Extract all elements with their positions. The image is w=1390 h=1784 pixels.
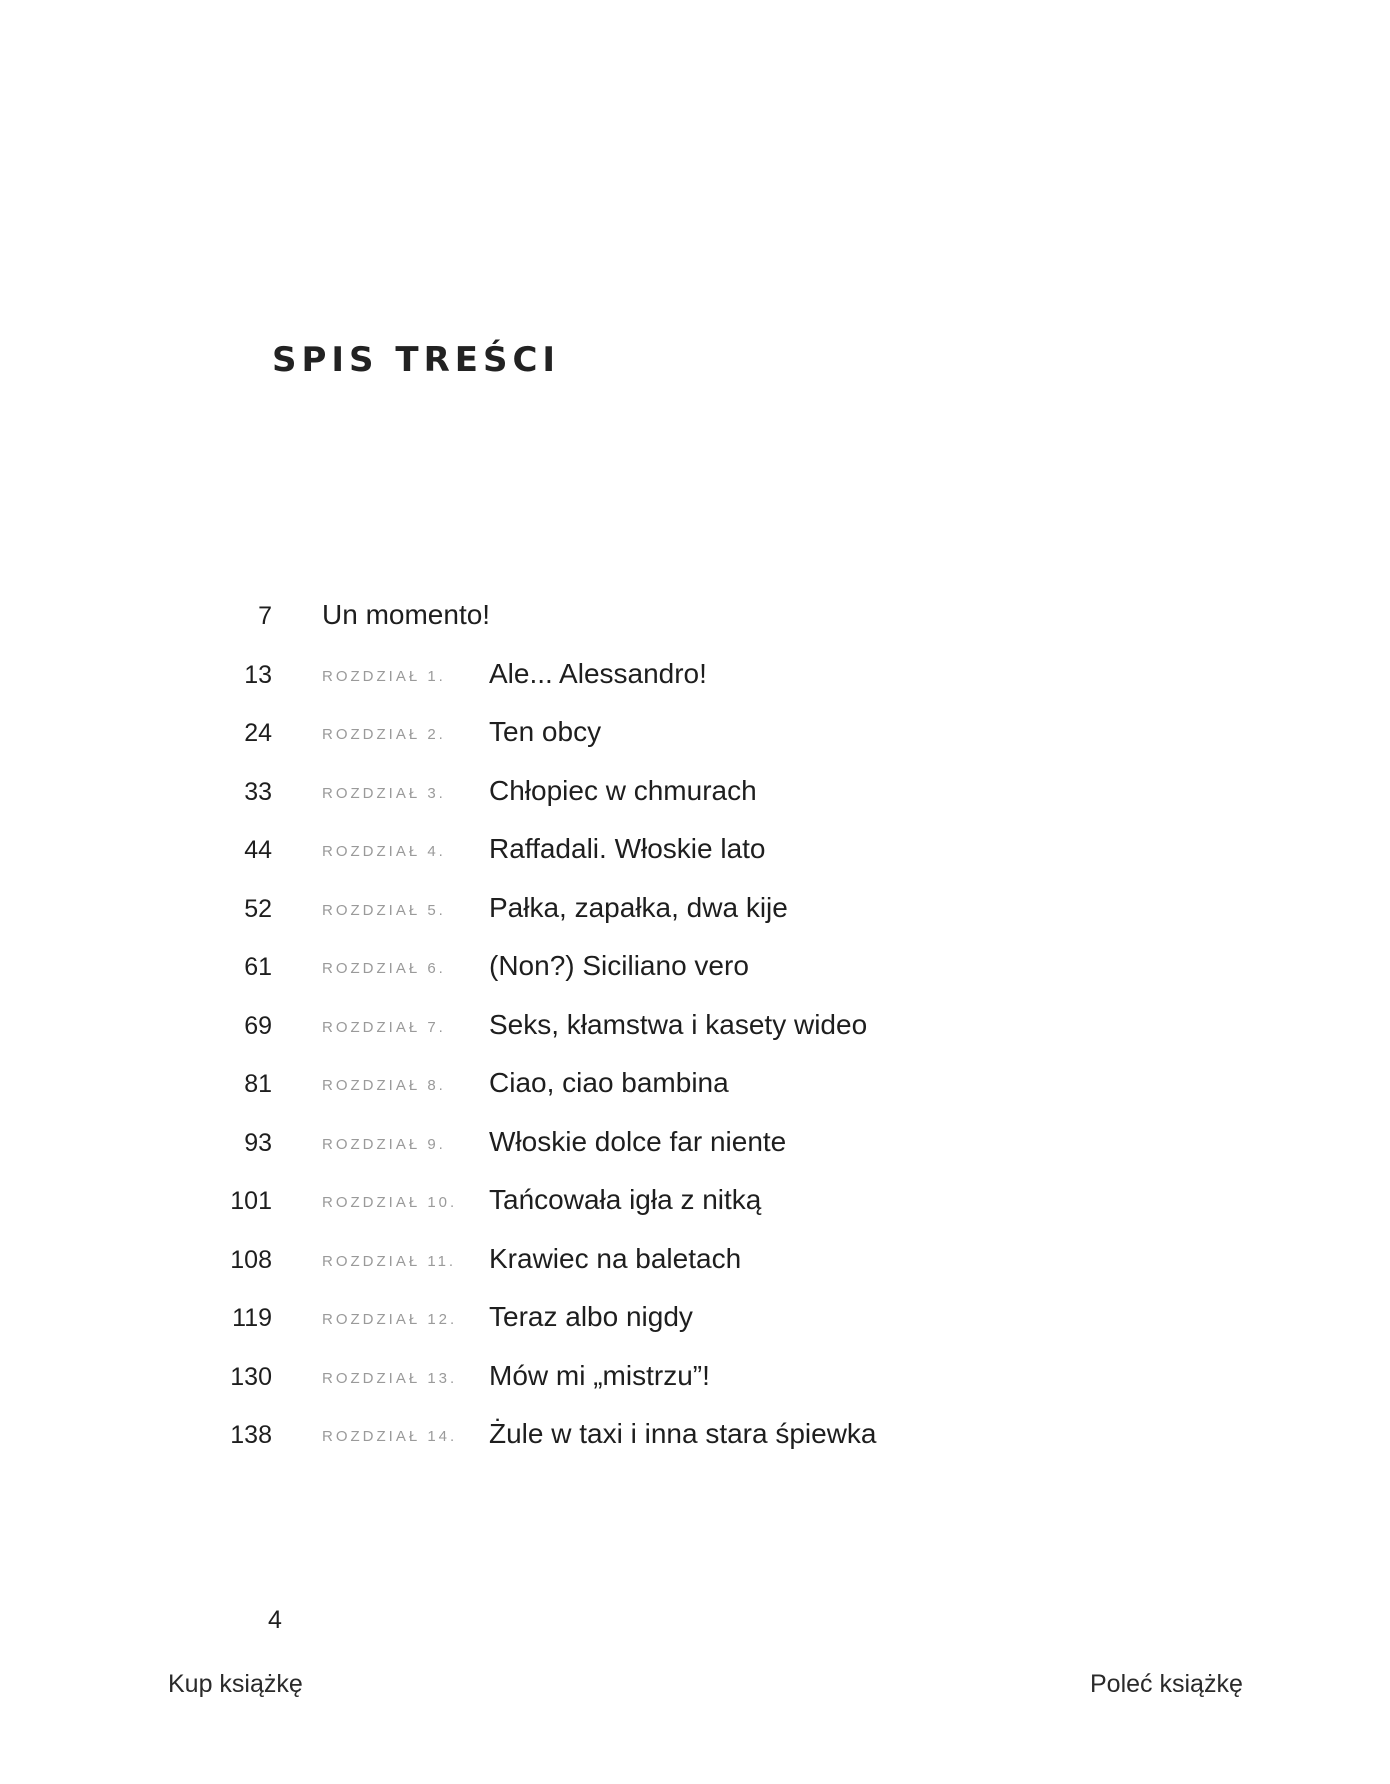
toc-chapter-label: ROZDZIAŁ 3.	[322, 784, 446, 802]
page-number: 4	[268, 1606, 282, 1634]
toc-entry-title: Raffadali. Włoskie lato	[489, 833, 766, 864]
toc-page-number: 130	[230, 1362, 272, 1391]
toc-entry-chapter-11[interactable]	[0, 1232, 1390, 1291]
toc-page-number: 44	[244, 836, 272, 864]
recommend-book-link[interactable]: Poleć książkę	[1090, 1670, 1243, 1698]
toc-page-number: 81	[244, 1070, 272, 1098]
toc-chapter-label: ROZDZIAŁ 14.	[322, 1428, 458, 1445]
toc-page-number: 7	[258, 602, 272, 630]
toc-chapter-label: ROZDZIAŁ 13.	[322, 1369, 458, 1387]
toc-chapter-label: ROZDZIAŁ 10.	[322, 1194, 458, 1211]
toc-chapter-label: ROZDZIAŁ 9.	[322, 1135, 446, 1153]
toc-entry-title: Mów mi „mistrzu”!	[489, 1359, 710, 1391]
toc-page-number: 119	[232, 1304, 272, 1332]
toc-entry-title: Krawiec na baletach	[489, 1242, 742, 1274]
toc-entry-title: Teraz albo nigdy	[489, 1301, 693, 1332]
toc-page-number: 52	[244, 894, 272, 923]
toc-chapter-label: ROZDZIAŁ 4.	[322, 843, 446, 860]
toc-entry-chapter-14[interactable]	[0, 1407, 1390, 1466]
toc-entry-title: Ten obcy	[489, 716, 602, 747]
toc-page-number: 101	[230, 1187, 272, 1215]
toc-entry-title: Włoskie dolce far niente	[489, 1125, 787, 1157]
toc-entry-title: Chłopiec w chmurach	[489, 774, 757, 806]
toc-chapter-label: ROZDZIAŁ 12.	[322, 1311, 458, 1328]
toc-page-number: 108	[230, 1245, 272, 1274]
toc-chapter-label: ROZDZIAŁ 8.	[322, 1077, 446, 1094]
toc-entry-title: Seks, kłamstwa i kasety wideo	[489, 1008, 868, 1040]
toc-entry-chapter-13[interactable]	[0, 1349, 1390, 1408]
toc-entry-chapter-4[interactable]	[0, 822, 1390, 881]
toc-entry-chapter-1[interactable]	[0, 647, 1390, 706]
toc-chapter-label: ROZDZIAŁ 11.	[322, 1252, 457, 1270]
toc-entry-title: Żule w taxi i inna stara śpiewka	[489, 1418, 877, 1449]
toc-entry-title: (Non?) Siciliano vero	[489, 950, 749, 981]
toc-entry-title: Ale... Alessandro!	[489, 657, 707, 689]
toc-entry-chapter-6[interactable]	[0, 939, 1390, 998]
table-of-contents	[0, 588, 1390, 1466]
buy-book-link[interactable]: Kup książkę	[168, 1670, 303, 1698]
toc-chapter-label: ROZDZIAŁ 1.	[322, 667, 446, 685]
page-title: SPIS TREŚCI	[272, 340, 561, 380]
toc-entry-title: Tańcowała igła z nitką	[489, 1184, 762, 1215]
toc-entry-chapter-5[interactable]	[0, 881, 1390, 940]
toc-page-number: 61	[244, 953, 272, 981]
toc-entry-intro[interactable]	[0, 588, 1390, 647]
toc-entry-chapter-2[interactable]	[0, 705, 1390, 764]
toc-page-number: 69	[244, 1011, 272, 1040]
toc-page-number: 33	[244, 777, 272, 806]
toc-entry-chapter-3[interactable]	[0, 764, 1390, 823]
toc-chapter-label: ROZDZIAŁ 5.	[322, 901, 446, 919]
toc-entry-chapter-7[interactable]	[0, 998, 1390, 1057]
toc-chapter-label: ROZDZIAŁ 6.	[322, 960, 446, 977]
toc-entry-title: Un momento!	[322, 599, 491, 630]
toc-page-number: 93	[244, 1128, 272, 1157]
toc-page-number: 24	[244, 719, 272, 747]
toc-page-number: 138	[230, 1421, 272, 1449]
toc-entry-chapter-10[interactable]	[0, 1173, 1390, 1232]
toc-entry-title: Ciao, ciao bambina	[489, 1067, 729, 1098]
toc-chapter-label: ROZDZIAŁ 7.	[322, 1018, 446, 1036]
toc-entry-title: Pałka, zapałka, dwa kije	[489, 891, 788, 923]
toc-entry-chapter-9[interactable]	[0, 1115, 1390, 1174]
toc-entry-chapter-12[interactable]	[0, 1290, 1390, 1349]
toc-page-number: 13	[244, 660, 272, 689]
toc-entry-chapter-8[interactable]	[0, 1056, 1390, 1115]
toc-chapter-label: ROZDZIAŁ 2.	[322, 726, 446, 743]
